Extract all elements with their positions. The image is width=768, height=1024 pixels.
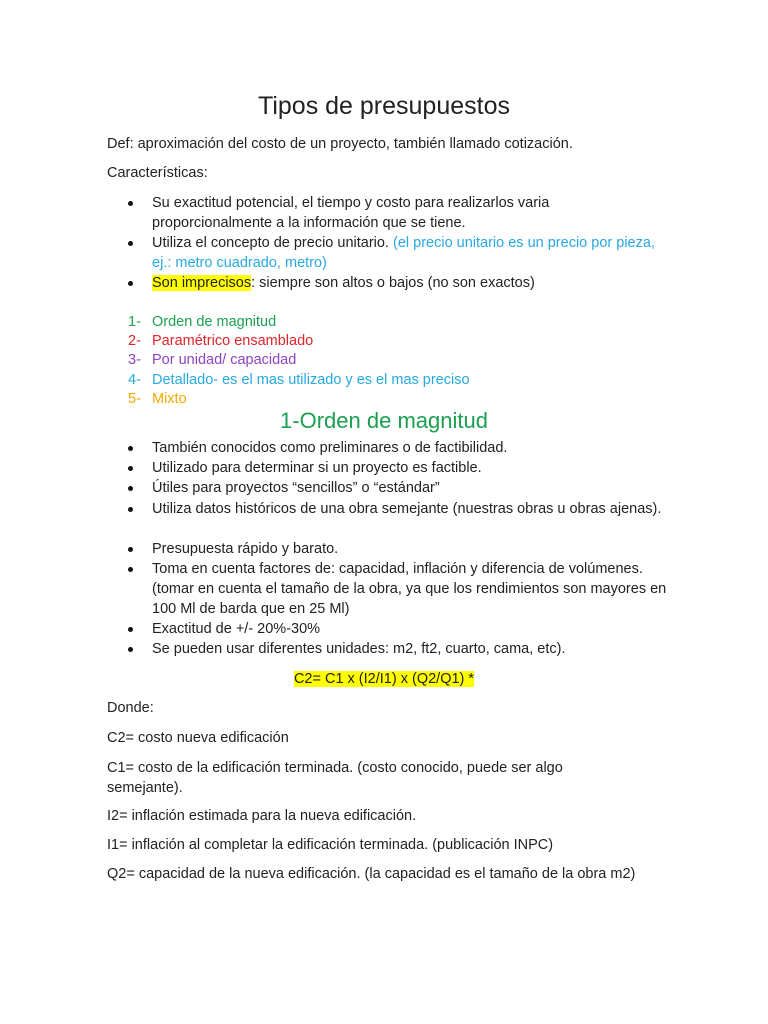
definition-line: Q2= capacidad de la nueva edificación. (la capacidad es el tamaño de la obra m2) <box>107 866 636 882</box>
donde-label: Donde: <box>107 700 154 716</box>
bullet-icon <box>128 547 133 552</box>
bullet-icon <box>128 627 133 632</box>
definition: Def: aproximación del costo de un proyecto, también llamado cotización. <box>107 136 573 152</box>
bullet-icon <box>128 201 133 206</box>
list-item: Presupuesta rápido y barato. <box>107 539 667 559</box>
list-item: Se pueden usar diferentes unidades: m2, ft2, cuarto, cama, etc). <box>107 639 667 659</box>
list-item-text: : siempre son altos o bajos (no son exactos) <box>251 275 535 291</box>
bullet-icon <box>128 241 133 246</box>
list-item: Exactitud de +/- 20%-30% <box>107 619 667 639</box>
bullet-icon <box>128 466 133 471</box>
type-item: 5- Mixto <box>128 391 187 407</box>
bullet-icon <box>128 567 133 572</box>
definition-line: C1= costo de la edificación terminada. (costo conocido, puede ser algo semejante). <box>107 760 563 796</box>
bullet-icon <box>128 486 133 491</box>
list-item: Toma en cuenta factores de: capacidad, inflación y diferencia de volúmenes. (tomar en cuenta el tamaño de la obra, ya que los rendimientos son mayores en 100 Ml de barda que en 25 Ml) <box>107 559 667 619</box>
document-title: Tipos de presupuestos <box>257 92 510 120</box>
list-item <box>107 273 667 293</box>
list-item: Útiles para proyectos “sencillos” o “estándar” <box>107 478 667 498</box>
definition-line: I2= inflación estimada para la nueva edificación. <box>107 808 417 824</box>
type-item: 4- Detallado- es el mas utilizado y es el mas preciso <box>128 372 470 388</box>
type-item: 1- Orden de magnitud <box>128 314 277 330</box>
formula: C2= C1 x (I2/I1) x (Q2/Q1) * <box>293 671 475 687</box>
list-item: Utilizado para determinar si un proyecto es factible. <box>107 458 667 478</box>
bullet-icon <box>128 281 133 286</box>
highlighted-text: Son imprecisos <box>152 275 252 291</box>
definition-line: C2= costo nueva edificación <box>107 730 289 746</box>
bullet-icon <box>128 446 133 451</box>
list-item-note: (el precio unitario es un precio por pieza, ej.: metro cuadrado, metro) <box>152 235 655 271</box>
type-item: 3- Por unidad/ capacidad <box>128 352 297 368</box>
list-item: Utiliza datos históricos de una obra semejante (nuestras obras u obras ajenas). <box>107 499 667 519</box>
list-item: También conocidos como preliminares o de factibilidad. <box>107 438 667 458</box>
definition-line: I1= inflación al completar la edificación terminada. (publicación INPC) <box>107 837 554 853</box>
list-item-text: Utiliza el concepto de precio unitario. <box>152 235 389 251</box>
characteristics-label: Características: <box>107 165 208 181</box>
section-heading: 1-Orden de magnitud <box>280 408 488 433</box>
type-item: 2- Paramétrico ensamblado <box>128 333 314 349</box>
list-item: Su exactitud potencial, el tiempo y costo para realizarlos varia proporcionalmente a la información que se tiene. <box>107 193 667 233</box>
bullet-icon <box>128 507 133 512</box>
list-item <box>107 233 667 273</box>
bullet-icon <box>128 647 133 652</box>
